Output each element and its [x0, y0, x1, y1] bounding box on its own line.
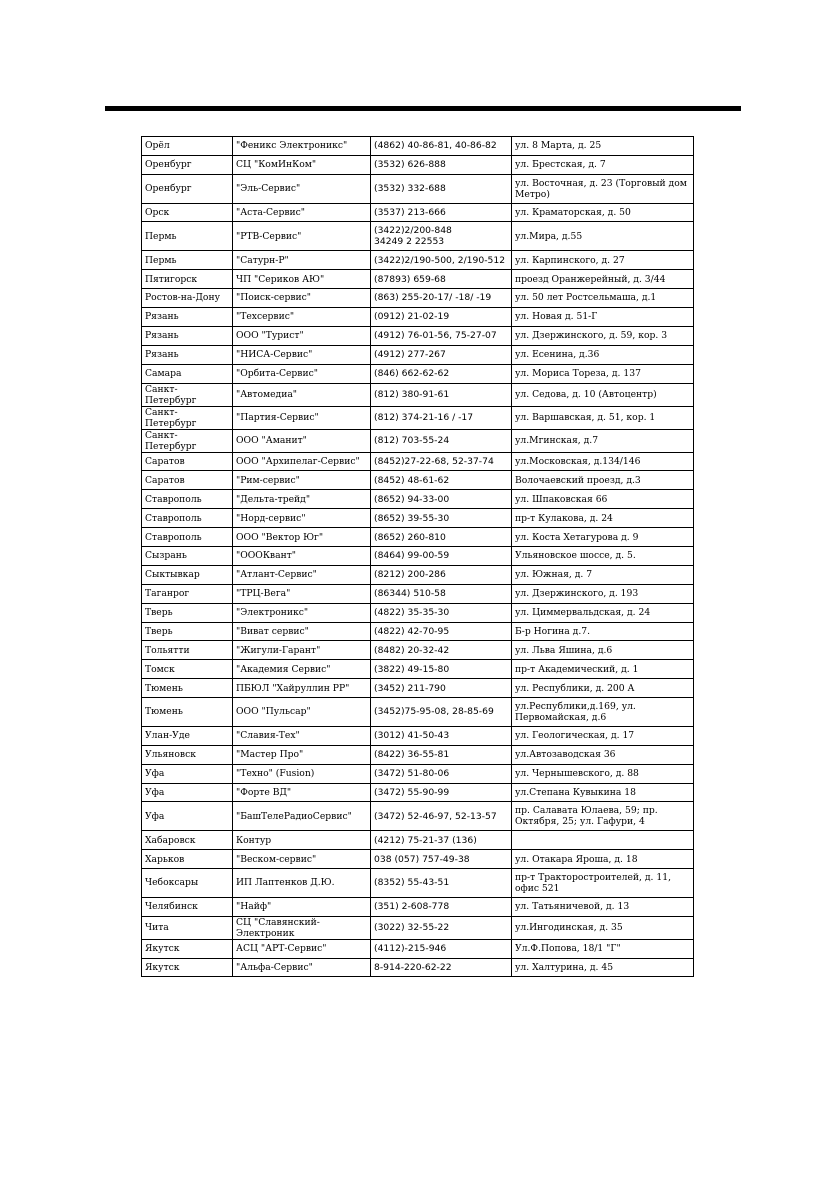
city-cell: Ростов-на-Дону	[142, 289, 233, 308]
phone-cell: (4912) 277-267	[371, 345, 512, 364]
organization-cell: "Форте ВД"	[233, 783, 371, 802]
organization-cell: ООО "Аманит"	[233, 429, 371, 452]
city-cell: Якутск	[142, 958, 233, 977]
phone-cell: (8422) 36-55-81	[371, 745, 512, 764]
table-row	[142, 584, 694, 603]
city-cell: Ставрополь	[142, 528, 233, 547]
phone-cell: (4862) 40-86-81, 40-86-82	[371, 137, 512, 156]
city-cell: Оренбург	[142, 155, 233, 174]
table-row	[142, 270, 694, 289]
table-row	[142, 831, 694, 850]
organization-cell: СЦ "КомИнКом"	[233, 155, 371, 174]
organization-cell: "Жигули-Гарант"	[233, 641, 371, 660]
address-cell: проезд Оранжерейный, д. 3/44	[512, 270, 694, 289]
phone-cell: (0912) 21-02-19	[371, 307, 512, 326]
phone-cell: (8652) 260-810	[371, 528, 512, 547]
phone-cell: (812) 703-55-24	[371, 429, 512, 452]
city-cell: Саратов	[142, 471, 233, 490]
city-cell: Ставрополь	[142, 490, 233, 509]
phone-cell: (3532) 626-888	[371, 155, 512, 174]
city-cell: Чита	[142, 916, 233, 939]
table-row	[142, 471, 694, 490]
address-cell: ул. Республики, д. 200 А	[512, 679, 694, 698]
table-row	[142, 869, 694, 898]
organization-cell: ПБЮЛ "Хайруллин РР"	[233, 679, 371, 698]
phone-cell: (87893) 659-68	[371, 270, 512, 289]
address-cell: ул. Южная, д. 7	[512, 565, 694, 584]
phone-cell: (3532) 332-688	[371, 174, 512, 203]
city-cell: Пятигорск	[142, 270, 233, 289]
organization-cell: "Эль-Сервис"	[233, 174, 371, 203]
table-row	[142, 406, 694, 429]
organization-cell: "Мастер Про"	[233, 745, 371, 764]
organization-cell: СЦ "Славянский-Электроник	[233, 916, 371, 939]
phone-cell: (8452)27-22-68, 52-37-74	[371, 452, 512, 471]
city-cell: Саратов	[142, 452, 233, 471]
city-cell: Челябинск	[142, 897, 233, 916]
organization-cell: "Академия Сервис"	[233, 660, 371, 679]
organization-cell: "Славия-Тех"	[233, 726, 371, 745]
address-cell: ул.Московская, д.134/146	[512, 452, 694, 471]
city-cell: Хабаровск	[142, 831, 233, 850]
city-cell: Тюмень	[142, 679, 233, 698]
address-cell: ул. Отакара Яроша, д. 18	[512, 850, 694, 869]
phone-cell: (846) 662-62-62	[371, 364, 512, 383]
organization-cell: "Орбита-Сервис"	[233, 364, 371, 383]
table-row	[142, 528, 694, 547]
table-row	[142, 802, 694, 831]
city-cell: Орск	[142, 203, 233, 222]
table-row	[142, 326, 694, 345]
phone-cell: (3822) 49-15-80	[371, 660, 512, 679]
phone-cell: (3472) 55-90-99	[371, 783, 512, 802]
address-cell: Ул.Ф.Попова, 18/1 "Г"	[512, 939, 694, 958]
address-cell: ул. Варшавская, д. 51, кор. 1	[512, 406, 694, 429]
phone-cell: (4212) 75-21-37 (136)	[371, 831, 512, 850]
city-cell: Таганрог	[142, 584, 233, 603]
table-row	[142, 345, 694, 364]
address-cell: ул.Автозаводская 36	[512, 745, 694, 764]
address-cell: пр-т Тракторостроителей, д. 11, офис 521	[512, 869, 694, 898]
table-row	[142, 452, 694, 471]
organization-cell: "ОООКвант"	[233, 546, 371, 565]
address-cell: ул. Новая д. 51-Г	[512, 307, 694, 326]
table-row	[142, 641, 694, 660]
table-row	[142, 850, 694, 869]
phone-cell: (812) 374-21-16 / -17	[371, 406, 512, 429]
table-row	[142, 137, 694, 156]
phone-cell: (4822) 42-70-95	[371, 622, 512, 641]
phone-cell: (3472) 52-46-97, 52-13-57	[371, 802, 512, 831]
address-cell: ул. Седова, д. 10 (Автоцентр)	[512, 383, 694, 406]
organization-cell: "РТВ-Сервис"	[233, 222, 371, 251]
table-row	[142, 289, 694, 308]
table-row	[142, 546, 694, 565]
organization-cell: "Аста-Сервис"	[233, 203, 371, 222]
table-row	[142, 307, 694, 326]
phone-cell: (4822) 35-35-30	[371, 603, 512, 622]
table-row	[142, 783, 694, 802]
organization-cell: ООО "Пульсар"	[233, 698, 371, 727]
organization-cell: Контур	[233, 831, 371, 850]
organization-cell: "Альфа-Сервис"	[233, 958, 371, 977]
organization-cell: "Партия-Сервис"	[233, 406, 371, 429]
address-cell: ул. Чернышевского, д. 88	[512, 764, 694, 783]
address-cell: ул. Дзержинского, д. 59, кор. 3	[512, 326, 694, 345]
table-row	[142, 660, 694, 679]
address-cell: Б-р Ногина д.7.	[512, 622, 694, 641]
address-cell: ул. Мориса Тореза, д. 137	[512, 364, 694, 383]
city-cell: Пермь	[142, 251, 233, 270]
table-row	[142, 939, 694, 958]
phone-cell: (351) 2-608-778	[371, 897, 512, 916]
city-cell: Ульяновск	[142, 745, 233, 764]
city-cell: Санкт-Петербург	[142, 383, 233, 406]
table-row	[142, 364, 694, 383]
city-cell: Рязань	[142, 345, 233, 364]
phone-cell: (8352) 55-43-51	[371, 869, 512, 898]
phone-cell: (3422)2/200-848 34249 2 22553	[371, 222, 512, 251]
address-cell: ул. Карпинского, д. 27	[512, 251, 694, 270]
organization-cell: "Электроникс"	[233, 603, 371, 622]
address-cell: ул.Мгинская, д.7	[512, 429, 694, 452]
organization-cell: ООО "Вектор Юг"	[233, 528, 371, 547]
table-row	[142, 958, 694, 977]
organization-cell: АСЦ "АРТ-Сервис"	[233, 939, 371, 958]
phone-cell: 038 (057) 757-49-38	[371, 850, 512, 869]
organization-cell: "Виват сервис"	[233, 622, 371, 641]
phone-cell: (8452) 48-61-62	[371, 471, 512, 490]
address-cell	[512, 831, 694, 850]
organization-cell: "Веском-сервис"	[233, 850, 371, 869]
table-row	[142, 509, 694, 528]
table-row	[142, 916, 694, 939]
table-row	[142, 726, 694, 745]
city-cell: Пермь	[142, 222, 233, 251]
address-cell: ул.Ингодинская, д. 35	[512, 916, 694, 939]
city-cell: Сызрань	[142, 546, 233, 565]
city-cell: Якутск	[142, 939, 233, 958]
address-cell: ул.Степана Кувыкина 18	[512, 783, 694, 802]
address-cell: ул. Есенина, д.36	[512, 345, 694, 364]
table-row	[142, 174, 694, 203]
table-row	[142, 603, 694, 622]
city-cell: Сыктывкар	[142, 565, 233, 584]
city-cell: Санкт-Петербург	[142, 406, 233, 429]
table-row	[142, 745, 694, 764]
organization-cell: "ТРЦ-Вега"	[233, 584, 371, 603]
organization-cell: ЧП "Сериков АЮ"	[233, 270, 371, 289]
organization-cell: "Норд-сервис"	[233, 509, 371, 528]
table-row	[142, 429, 694, 452]
city-cell: Оренбург	[142, 174, 233, 203]
phone-cell: (3452)75-95-08, 28-85-69	[371, 698, 512, 727]
organization-cell: ИП Лаптенков Д.Ю.	[233, 869, 371, 898]
table-body	[142, 137, 694, 977]
organization-cell: ООО "Архипелаг-Сервис"	[233, 452, 371, 471]
phone-cell: (3422)2/190-500, 2/190-512	[371, 251, 512, 270]
address-cell: ул. Татьяничевой, д. 13	[512, 897, 694, 916]
city-cell: Санкт-Петербург	[142, 429, 233, 452]
table-row	[142, 698, 694, 727]
city-cell: Рязань	[142, 326, 233, 345]
city-cell: Чебоксары	[142, 869, 233, 898]
phone-cell: (4912) 76-01-56, 75-27-07	[371, 326, 512, 345]
city-cell: Тверь	[142, 603, 233, 622]
address-cell: ул. Краматорская, д. 50	[512, 203, 694, 222]
city-cell: Уфа	[142, 802, 233, 831]
address-cell: ул.Мира, д.55	[512, 222, 694, 251]
phone-cell: (8652) 39-55-30	[371, 509, 512, 528]
address-cell: ул. Коста Хетагурова д. 9	[512, 528, 694, 547]
organization-cell: "Найф"	[233, 897, 371, 916]
address-cell: ул. Геологическая, д. 17	[512, 726, 694, 745]
phone-cell: (3012) 41-50-43	[371, 726, 512, 745]
organization-cell: "Техно" (Fusion)	[233, 764, 371, 783]
address-cell: пр. Салавата Юлаева, 59; пр. Октября, 25; ул. Гафури, 4	[512, 802, 694, 831]
phone-cell: (8652) 94-33-00	[371, 490, 512, 509]
organization-cell: "Феникс Электроникс"	[233, 137, 371, 156]
city-cell: Харьков	[142, 850, 233, 869]
table-row	[142, 155, 694, 174]
address-cell: Волочаевский проезд, д.3	[512, 471, 694, 490]
organization-cell: "Сатурн-Р"	[233, 251, 371, 270]
address-cell: ул. 8 Марта, д. 25	[512, 137, 694, 156]
city-cell: Улан-Уде	[142, 726, 233, 745]
address-cell: ул. Халтурина, д. 45	[512, 958, 694, 977]
table-row	[142, 490, 694, 509]
phone-cell: (8212) 200-286	[371, 565, 512, 584]
address-cell: ул.Республики,д.169, ул. Первомайская, д.6	[512, 698, 694, 727]
organization-cell: "Рим-сервис"	[233, 471, 371, 490]
phone-cell: (8464) 99-00-59	[371, 546, 512, 565]
table-row	[142, 565, 694, 584]
organization-cell: "Поиск-сервис"	[233, 289, 371, 308]
phone-cell: (3022) 32-55-22	[371, 916, 512, 939]
address-cell: пр-т Кулакова, д. 24	[512, 509, 694, 528]
table-row	[142, 251, 694, 270]
city-cell: Орёл	[142, 137, 233, 156]
organization-cell: ООО "Турист"	[233, 326, 371, 345]
address-cell: ул. Брестская, д. 7	[512, 155, 694, 174]
city-cell: Уфа	[142, 764, 233, 783]
city-cell: Ставрополь	[142, 509, 233, 528]
phone-cell: 8-914-220-62-22	[371, 958, 512, 977]
city-cell: Тюмень	[142, 698, 233, 727]
organization-cell: "НИСА-Сервис"	[233, 345, 371, 364]
organization-cell: "Дельта-трейд"	[233, 490, 371, 509]
city-cell: Рязань	[142, 307, 233, 326]
phone-cell: (8482) 20-32-42	[371, 641, 512, 660]
address-cell: ул. 50 лет Ростсельмаша, д.1	[512, 289, 694, 308]
address-cell: ул. Циммервальдская, д. 24	[512, 603, 694, 622]
table-row	[142, 764, 694, 783]
phone-cell: (863) 255-20-17/ -18/ -19	[371, 289, 512, 308]
address-cell: ул. Восточная, д. 23 (Торговый дом Метро)	[512, 174, 694, 203]
address-cell: Ульяновское шоссе, д. 5.	[512, 546, 694, 565]
table-row	[142, 679, 694, 698]
organization-cell: "Автомедиа"	[233, 383, 371, 406]
phone-cell: (3472) 51-80-06	[371, 764, 512, 783]
city-cell: Самара	[142, 364, 233, 383]
phone-cell: (812) 380-91-61	[371, 383, 512, 406]
phone-cell: (86344) 510-58	[371, 584, 512, 603]
organization-cell: "БашТелеРадиоСервис"	[233, 802, 371, 831]
address-cell: ул. Дзержинского, д. 193	[512, 584, 694, 603]
phone-cell: (3537) 213-666	[371, 203, 512, 222]
address-cell: ул. Льва Яшина, д.6	[512, 641, 694, 660]
table-row	[142, 897, 694, 916]
city-cell: Уфа	[142, 783, 233, 802]
organization-cell: "Атлант-Сервис"	[233, 565, 371, 584]
table-row	[142, 383, 694, 406]
phone-cell: (3452) 211-790	[371, 679, 512, 698]
address-cell: ул. Шпаковская 66	[512, 490, 694, 509]
table-row	[142, 622, 694, 641]
organization-cell: "Техсервис"	[233, 307, 371, 326]
city-cell: Тверь	[142, 622, 233, 641]
table-row	[142, 203, 694, 222]
header-rule	[105, 106, 741, 111]
address-cell: пр-т Академический, д. 1	[512, 660, 694, 679]
service-center-table	[141, 136, 694, 977]
phone-cell: (4112)-215-946	[371, 939, 512, 958]
table-row	[142, 222, 694, 251]
city-cell: Тольятти	[142, 641, 233, 660]
city-cell: Томск	[142, 660, 233, 679]
